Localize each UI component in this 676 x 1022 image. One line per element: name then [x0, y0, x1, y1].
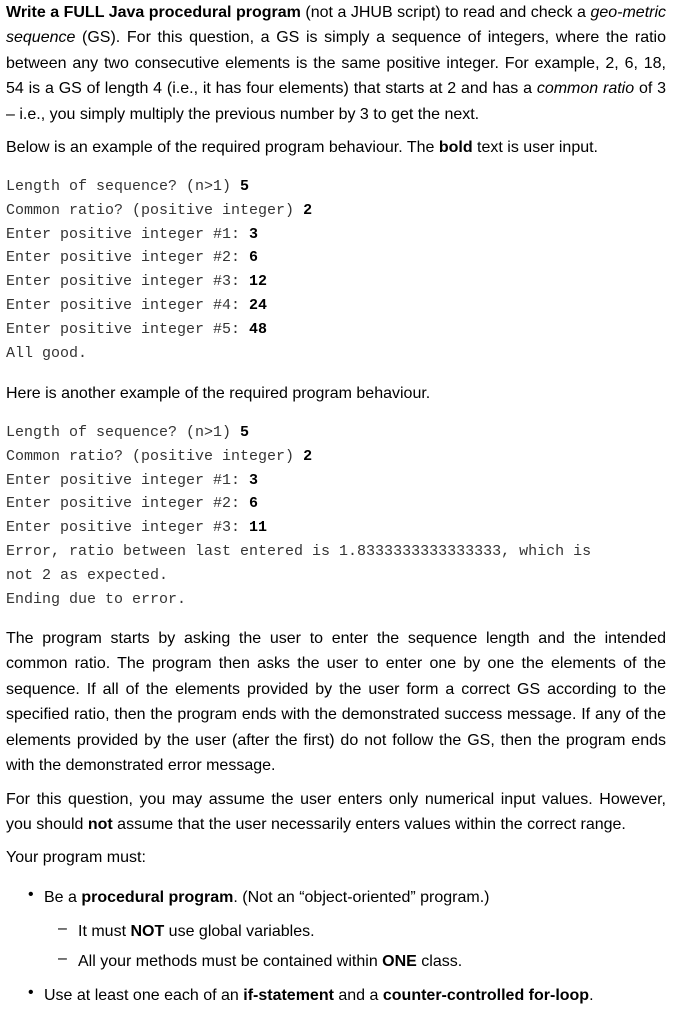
user-input: 3 [249, 471, 259, 489]
requirement-procedural: Be a procedural program. (Not an “object-oriented” program.) [44, 889, 490, 906]
example2-console [6, 421, 591, 611]
console-line [6, 421, 591, 445]
console-prompt: Enter positive integer #5: [6, 320, 250, 338]
console-prompt: Common ratio? (positive integer) [6, 447, 304, 465]
console-prompt: Enter positive integer #4: [6, 296, 250, 314]
user-input: 48 [249, 320, 268, 338]
user-input: 24 [249, 296, 268, 314]
user-input: 6 [249, 249, 259, 267]
console-prompt: Length of sequence? (n>1) [6, 178, 241, 195]
dash-icon: – [58, 950, 67, 967]
requirement-no-globals: It must NOT use global variables. [78, 923, 315, 940]
console-prompt: Error, ratio between last entered is 1.8333333333333333, which is [6, 542, 592, 560]
example1-intro: Below is an example of the required program behaviour. The bold text is user input. [6, 139, 598, 156]
console-prompt: Ending due to error. [6, 590, 187, 608]
user-input: 12 [249, 273, 268, 291]
intro-paragraph: Write a FULL Java procedural program (not a JHUB script) to read and check a geo-metric sequence (GS). For this question, a GS is simply a sequence of integers, where the ratio between any two consecutive elements is the same positive integer. For example, 2, 6, 18, 54 is a GS of length 4 (i.e., it has four elements) that starts at 2 and has a common ratio of 3 – i.e., you simply multiply the previous number by 3 to get the next. [6, 4, 667, 123]
bullet-icon: • [28, 886, 34, 903]
console-prompt: Enter positive integer #2: [6, 495, 250, 513]
dash-icon: – [58, 920, 67, 937]
console-line [6, 342, 312, 366]
user-input: 11 [249, 519, 268, 537]
console-line [6, 318, 312, 342]
console-prompt: Enter positive integer #3: [6, 273, 250, 291]
user-input: 2 [303, 201, 313, 219]
console-line [6, 223, 312, 247]
example2-intro: Here is another example of the required program behaviour. [6, 385, 431, 402]
requirement-if-for: Use at least one each of an if-statement and a counter-controlled for-loop. [44, 987, 594, 1004]
console-prompt: Common ratio? (positive integer) [6, 201, 304, 219]
assumption-paragraph: For this question, you may assume the user enters only numerical input values. However, you should not assume that the user necessarily enters values within the correct range. [6, 791, 666, 834]
requirement-one-class: All your methods must be contained within ONE class. [78, 953, 463, 970]
term-common-ratio: common ratio [536, 80, 635, 98]
console-line [6, 564, 591, 588]
user-input: 5 [240, 178, 250, 195]
user-input: 2 [303, 447, 313, 465]
console-line [6, 246, 312, 270]
console-prompt: not 2 as expected. [6, 566, 169, 584]
console-line [6, 588, 591, 612]
user-input: 5 [240, 424, 250, 441]
console-line [6, 445, 591, 469]
console-line [6, 492, 591, 516]
console-line [6, 175, 312, 199]
console-line [6, 199, 312, 223]
term-geometric-sequence: geo-metric sequence [6, 4, 667, 47]
console-prompt: All good. [6, 344, 88, 362]
example1-console [6, 175, 312, 365]
user-input: 6 [249, 495, 259, 513]
console-line [6, 540, 591, 564]
console-prompt: Enter positive integer #1: [6, 471, 250, 489]
user-input: 3 [249, 225, 259, 243]
intro-bold: Write a FULL Java procedural program [6, 4, 301, 21]
console-line [6, 294, 312, 318]
console-prompt: Enter positive integer #1: [6, 225, 250, 243]
bullet-icon: • [28, 984, 34, 1001]
console-prompt: Length of sequence? (n>1) [6, 424, 241, 441]
console-prompt: Enter positive integer #2: [6, 249, 250, 267]
console-line [6, 469, 591, 493]
console-prompt: Enter positive integer #3: [6, 519, 250, 537]
requirements-heading: Your program must: [6, 849, 146, 866]
console-line [6, 270, 312, 294]
description-paragraph: The program starts by asking the user to enter the sequence length and the intended common ratio. The program then asks the user to enter one by one the elements of the sequence. If all of the elements provided by the user form a correct GS according to the specified ratio, then the program ends with the demonstrated success message. If any of the elements provided by the user (after the first) do not follow the GS, then the program ends with the demonstrated error message. [6, 630, 666, 775]
console-line [6, 516, 591, 540]
